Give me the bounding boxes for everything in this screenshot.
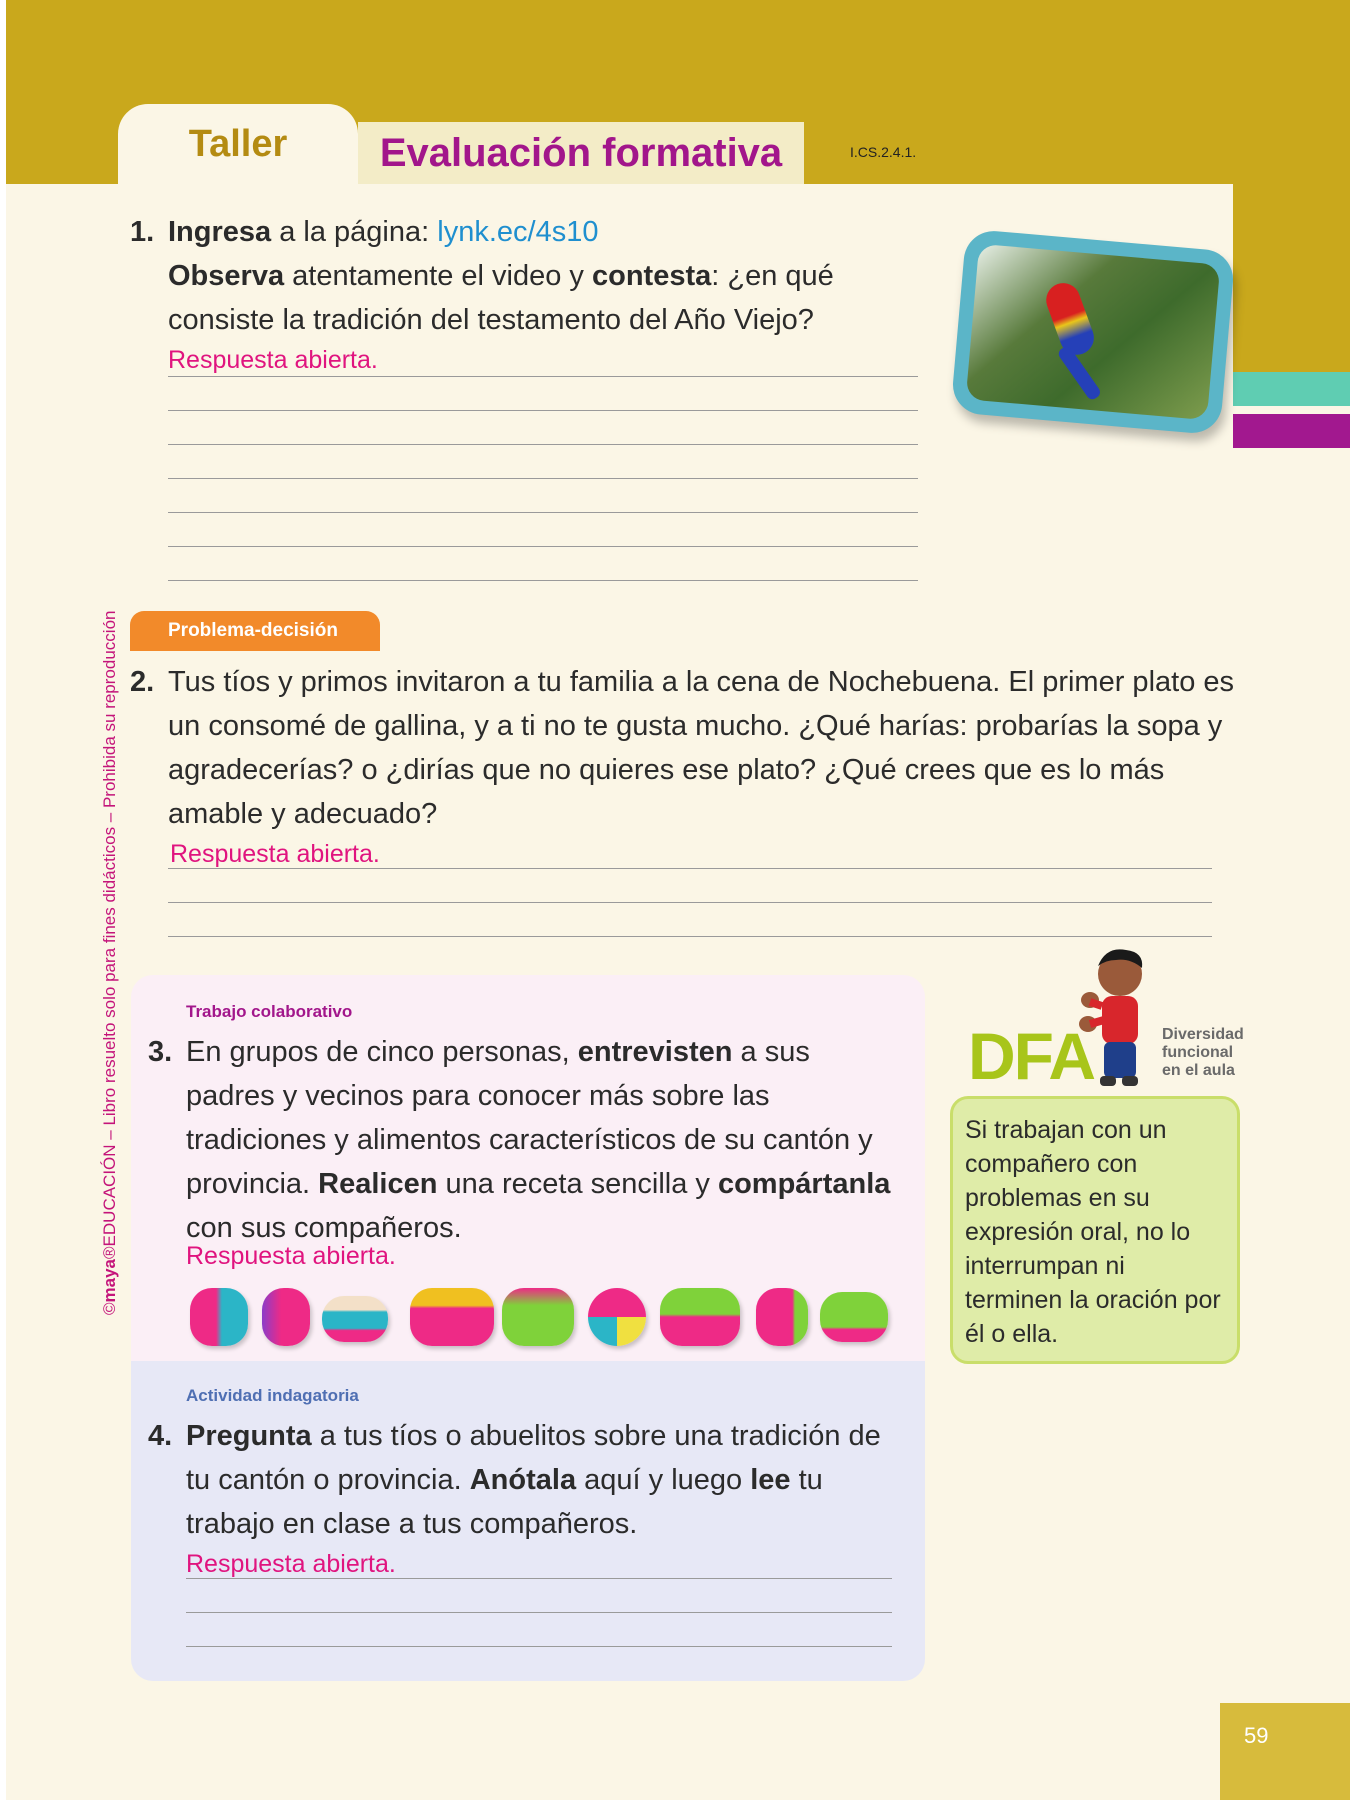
q1-text	[168, 210, 948, 342]
candy-image	[190, 1288, 248, 1346]
q1-ingresa: Ingresa	[168, 216, 272, 248]
q3-text-3: una receta sencilla y	[437, 1168, 718, 1200]
answer-line	[168, 512, 918, 513]
candy-image	[756, 1288, 808, 1346]
answer-line	[168, 902, 1212, 903]
q3-realicen: Realicen	[318, 1168, 438, 1200]
dfa-note: Si trabajan con un compañero con problemas en su expresión oral, no lo interrumpan ni terminen la oración por él o ella.	[950, 1096, 1240, 1364]
purple-stripe	[1233, 414, 1350, 448]
candy-image	[322, 1296, 388, 1342]
q2-text: Tus tíos y primos invitaron a tu familia a la cena de Nochebuena. El primer plato es un consomé de gallina, y a ti no te gusta mucho. ¿Qué harías: probarías la sopa y agradecerías? o ¿dirías que no quieres ese plato? ¿Qué crees que es lo más amable y adecuado?	[168, 666, 1235, 830]
candy-image	[588, 1288, 646, 1346]
candy-image	[502, 1288, 574, 1346]
q4-number: 4.	[148, 1420, 173, 1452]
q1-text-c: : ¿en qué consiste la tradición del testamento del Año Viejo?	[168, 260, 834, 336]
q4-text-2: aquí y luego	[576, 1464, 751, 1496]
taller-tab: Taller	[118, 104, 358, 184]
q3-text-2: a sus padres y vecinos para conocer más sobre las tradiciones y alimentos característicos de su cantón y provincia.	[186, 1036, 873, 1200]
q1-answer: Respuesta abierta.	[168, 346, 378, 374]
q3-number: 3.	[148, 1036, 173, 1068]
answer-line	[168, 478, 918, 479]
q3-text-4: con sus compañeros.	[186, 1212, 462, 1244]
q4-text	[186, 1414, 906, 1546]
q3-compartanla: compártanla	[717, 1168, 891, 1200]
answer-line	[186, 1646, 892, 1647]
q1-number: 1.	[130, 216, 155, 248]
answer-line	[168, 410, 918, 411]
dfa-sub-3: en el aula	[1162, 1062, 1235, 1079]
dfa-sub-2: funcional	[1162, 1044, 1234, 1061]
answer-line	[168, 546, 918, 547]
q4-pregunta: Pregunta	[186, 1420, 312, 1452]
q4-anotala: Anótala	[469, 1464, 577, 1496]
q1-link[interactable]: lynk.ec/4s10	[437, 216, 599, 248]
indicator-code: I.CS.2.4.1.	[850, 144, 917, 160]
copyright-sidebar: ©maya®EDUCACIÓN – Libro resuelto solo para fines didácticos – Prohibida su reproducción	[100, 610, 119, 1315]
q4-text-3: tu trabajo en clase a tus compañeros.	[186, 1464, 823, 1540]
video-thumbnail[interactable]	[950, 229, 1235, 436]
candy-image	[262, 1288, 310, 1346]
q4-lee: lee	[750, 1464, 791, 1496]
q1-observa: Observa	[168, 260, 285, 292]
inquiry-label: Actividad indagatoria	[186, 1386, 359, 1405]
q2-number: 2.	[130, 666, 155, 698]
brand-name: maya	[100, 1258, 119, 1303]
q4-answer: Respuesta abierta.	[186, 1550, 396, 1578]
candy-image	[660, 1288, 740, 1346]
q1-contesta: contesta	[592, 260, 712, 292]
answer-line	[168, 936, 1212, 937]
answer-line	[168, 580, 918, 581]
teal-stripe	[1233, 372, 1350, 406]
q3-text	[186, 1030, 906, 1250]
candy-image	[410, 1288, 494, 1346]
answer-line	[168, 868, 1212, 869]
q3-text-1: En grupos de cinco personas,	[186, 1036, 578, 1068]
left-edge	[0, 0, 6, 1800]
right-band	[1233, 0, 1350, 372]
copyright-text: EDUCACIÓN – Libro resuelto solo para fines didácticos – Prohibida su reproducción	[100, 610, 119, 1247]
evaluacion-tab: Evaluación formativa	[358, 122, 804, 184]
parrot-image	[966, 244, 1221, 420]
q3-answer: Respuesta abierta.	[186, 1242, 396, 1270]
dfa-subtitle	[1162, 1026, 1244, 1080]
q2-answer: Respuesta abierta.	[170, 840, 380, 868]
candy-image	[820, 1292, 888, 1342]
q3-entrevisten: entrevisten	[577, 1036, 733, 1068]
answer-line	[168, 376, 918, 377]
dfa-logo: DFA	[968, 1019, 1094, 1093]
dfa-sub-1: Diversidad	[1162, 1026, 1244, 1043]
page-number: 59	[1220, 1703, 1350, 1800]
problema-decision-tag: Problema-decisión	[130, 611, 380, 651]
answer-line	[186, 1612, 892, 1613]
q4-text-1: a tus tíos o abuelitos sobre una tradición de tu cantón o provincia.	[186, 1420, 881, 1496]
answer-line	[168, 444, 918, 445]
answer-line	[186, 1578, 892, 1579]
q1-text-a: a la página:	[271, 216, 438, 248]
q1-text-b: atentamente el video y	[284, 260, 592, 292]
collaborative-label: Trabajo colaborativo	[186, 1002, 353, 1021]
